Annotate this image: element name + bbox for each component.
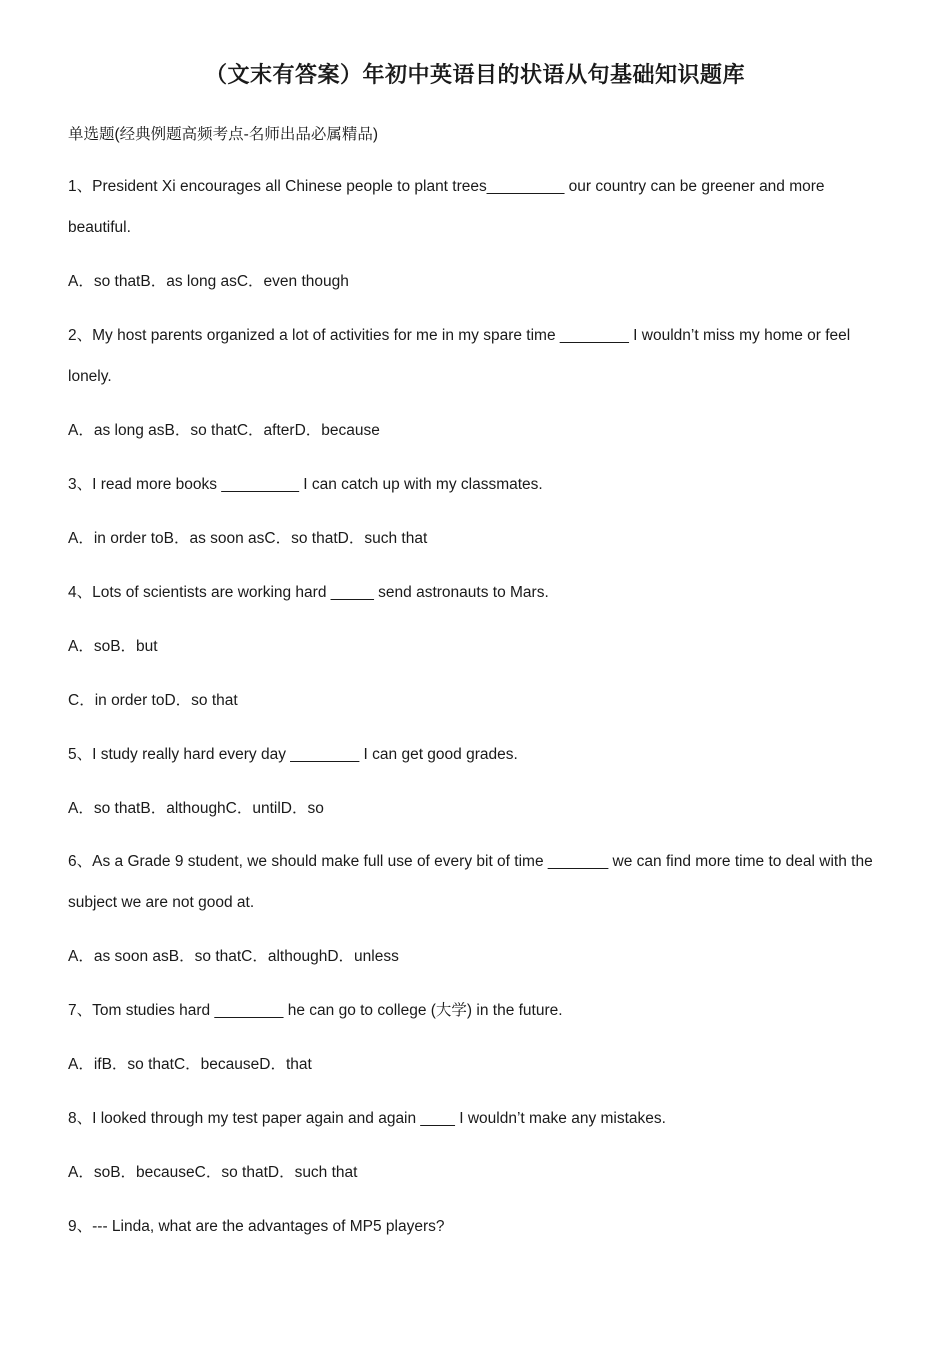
question-4-options-ab: A．soB．but — [68, 638, 158, 655]
question-8-options: A．soB．becauseC．so thatD．such that — [68, 1164, 358, 1181]
question-1-options: A．so thatB．as long asC．even though — [68, 273, 349, 290]
question-2-text: 2、My host parents organized a lot of activities for me in my spare time ________ I wouldn’t miss my home or feel — [68, 327, 851, 344]
question-4-text: 4、Lots of scientists are working hard _____ send astronauts to Mars. — [68, 584, 549, 601]
question-5-options: A．so thatB．althoughC．untilD．so — [68, 800, 324, 817]
question-7-options: A．ifB．so thatC．becauseD．that — [68, 1056, 312, 1073]
question-7-text: 7、Tom studies hard ________ he can go to college (大学) in the future. — [68, 1002, 563, 1019]
question-8-text: 8、I looked through my test paper again and again ____ I wouldn’t make any mistakes. — [68, 1110, 666, 1127]
question-5-text: 5、I study really hard every day ________ I can get good grades. — [68, 746, 518, 763]
question-6-text-cont: subject we are not good at. — [68, 894, 255, 911]
section-heading: 单选题(经典例题高频考点-名师出品必属精品) — [68, 126, 378, 143]
document-title: （文末有答案）年初中英语目的状语从句基础知识题库 — [204, 62, 745, 87]
question-3-text: 3、I read more books _________ I can catch up with my classmates. — [68, 476, 543, 493]
question-2-options: A．as long asB．so thatC．afterD．because — [68, 422, 380, 439]
question-3-options: A．in order toB．as soon asC．so thatD．such that — [68, 530, 428, 547]
question-6-text: 6、As a Grade 9 student, we should make full use of every bit of time _______ we can find more time to deal with the — [68, 853, 873, 870]
question-4-options-cd: C．in order toD．so that — [68, 692, 238, 709]
question-9-text: 9、--- Linda, what are the advantages of MP5 players? — [68, 1218, 445, 1235]
question-1-text: 1、President Xi encourages all Chinese people to plant trees_________ our country can be greener and more — [68, 178, 825, 195]
question-2-text-cont: lonely. — [68, 368, 112, 385]
question-1-text-cont: beautiful. — [68, 219, 131, 236]
question-6-options: A．as soon asB．so thatC．althoughD．unless — [68, 948, 399, 965]
